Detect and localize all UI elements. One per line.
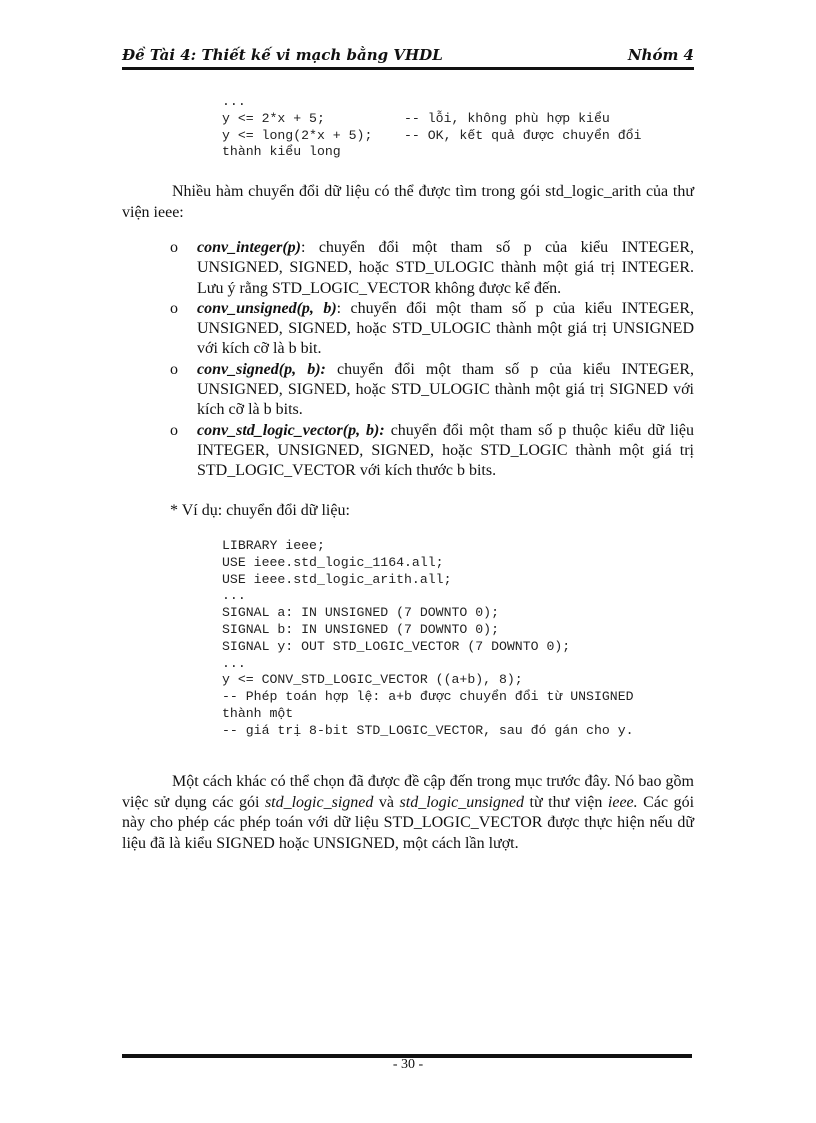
bullet-marker: o [170,299,178,317]
example-label: * Ví dụ: chuyển đổi dữ liệu: [170,502,350,519]
page-number: - 30 - [392,1057,424,1072]
list-item [170,421,694,482]
function-description: chuyển đổi một tham số p thuộc kiểu dữ liệu INTEGER, UNSIGNED, SIGNED, hoặc STD_LOGIC thành một giá trị STD_LOGIC_VECTOR với kích thước b bits. [197,421,695,480]
paragraph-text: từ thư viện [523,793,608,811]
paragraph-conversion-functions [122,182,694,223]
list-item [170,238,694,299]
header-divider [122,67,694,70]
code-block-conversion: ... y <= 2*x + 5; -- lỗi, không phù hợp kiểu y <= long(2*x + 5); -- OK, kết quả được chuyển đổi thành kiểu long [222,94,642,160]
list-item [170,360,694,421]
bullet-marker: o [170,360,178,378]
library-name: ieee. [607,793,638,811]
function-description: : chuyển đổi một tham số p của kiểu INTEGER, UNSIGNED, SIGNED, hoặc STD_ULOGIC thành một giá trị UNSIGNED với kích cỡ là b bit. [197,299,694,358]
function-name: conv_std_logic_vector(p, b): [197,421,385,439]
function-description: : chuyển đổi một tham số p của kiểu INTEGER, UNSIGNED, SIGNED, hoặc STD_ULOGIC thành một giá trị INTEGER. Lưu ý rằng STD_LOGIC_VECTOR không được kể đến. [197,239,694,297]
header-title: Đề Tài 4: Thiết kế vi mạch bằng VHDL [122,46,443,64]
paragraph-text: Nhiều hàm chuyển đổi dữ liệu có thể được tìm trong gói std_logic_arith của thư viện ieee: [122,183,694,221]
function-name: conv_unsigned(p, b) [197,299,337,317]
paragraph-text: Các gói này cho phép các phép toán với dữ liệu STD_LOGIC_VECTOR được thực hiện nếu dữ liệu đã là kiểu SIGNED hoặc UNSIGNED, một cách lần lượt. [122,793,695,852]
function-name: conv_integer(p) [197,239,301,256]
header-group: Nhóm 4 [627,46,694,64]
paragraph-alternative [122,772,694,854]
paragraph-text: Một cách khác có thể chọn đã được đề cập đến trong mục trước đây. Nó bao gồm việc sử dụng các gói [122,773,694,811]
page-header [122,46,694,66]
bullet-marker: o [170,239,178,256]
package-name: std_logic_signed [264,793,374,811]
function-list [170,238,694,482]
function-description: chuyển đổi một tham số p của kiểu INTEGER, UNSIGNED, SIGNED, hoặc STD_ULOGIC thành một giá trị SIGNED với kích cỡ là b bits. [197,360,694,419]
paragraph-text: và [373,793,400,811]
function-name: conv_signed(p, b): [197,360,326,378]
list-item [170,299,694,360]
code-block-example: LIBRARY ieee; USE ieee.std_logic_1164.all; USE ieee.std_logic_arith.all; ... SIGNAL a: IN UNSIGNED (7 DOWNTO 0); SIGNAL b: IN UNSIGNED (7 DOWNTO 0); SIGNAL y: OUT STD_LOGIC_VECTOR (7 DOWNTO 0); ... y <= CONV_STD_LOGIC_VECTOR ((a+b), 8); -- Phép toán hợp lệ: a+b được chuyển đổi từ UNSIGNED thành một -- giá trị 8-bit STD_LOGIC_VECTOR, sau đó gán cho y. [222,538,634,738]
package-name: std_logic_unsigned [399,793,524,811]
bullet-marker: o [170,421,178,439]
